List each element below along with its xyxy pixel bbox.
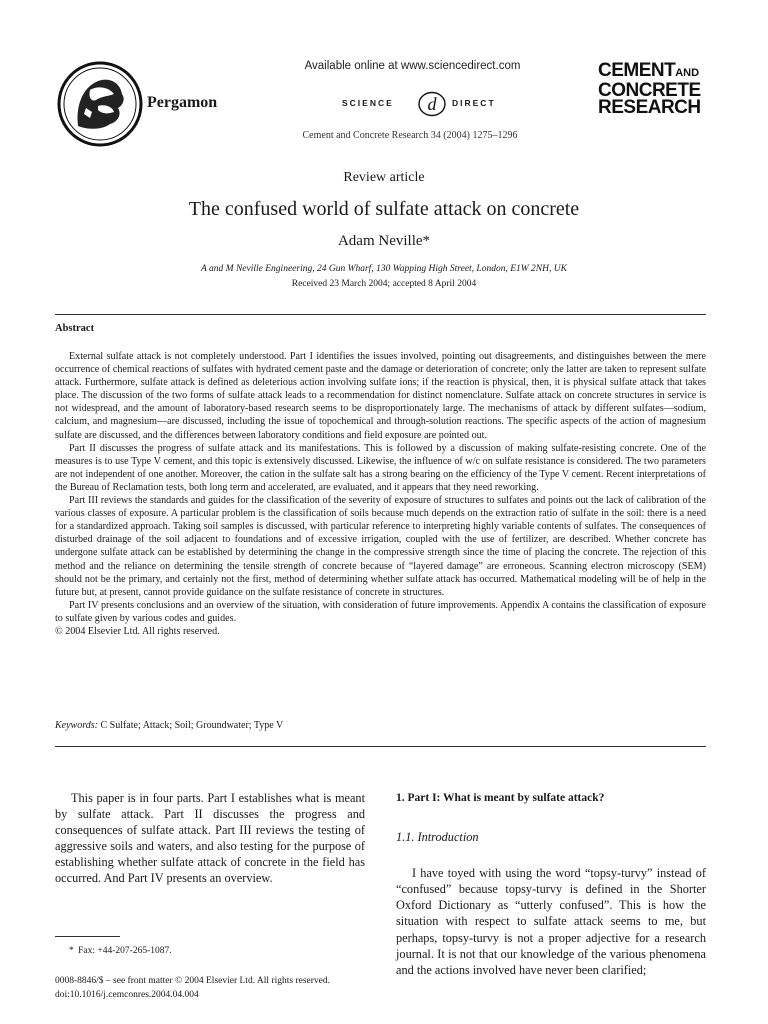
divider-top (55, 314, 706, 315)
front-matter-info (55, 975, 330, 1002)
subsection-heading: 1.1. Introduction (396, 830, 479, 845)
journal-reference: Cement and Concrete Research 34 (2004) 1275–1296 (302, 130, 518, 141)
body-paragraph: I have toyed with using the word “topsy-turvy” instead of “confused” because topsy-turvy is defined in the Shorter Oxford Dictionary as “utterly confused”. This is how the situation with respect to sulfate attack seems to me, but perhaps, topsy-turvy is not a proper adjective for a research journal. It is not that our knowledge of the various phenomena and the actions involved have never been clarified; (396, 866, 706, 977)
issn-line: 0008-8846/$ – see front matter © 2004 Elsevier Ltd. All rights reserved. (55, 976, 331, 986)
available-online-link[interactable]: Available online at www.sciencedirect.com (304, 60, 521, 72)
footnote-rule (55, 936, 120, 937)
footnote-text: Fax: +44-207-265-1087. (78, 946, 172, 956)
keywords-line (55, 720, 283, 731)
article-author: Adam Neville* (337, 233, 431, 249)
abstract-heading: Abstract (55, 323, 95, 334)
journal-logo-word-1: CEMENT (598, 60, 676, 81)
intro-paragraph: This paper is in four parts. Part I establishes what is meant by sulfate attack. Part II discusses the progress and consequences of sulfate attack. Part III reviews the testing of aggressive soils and waters, and also testing for the purpose of establishing whether sulfate attack of concrete in the field has occurred. And Part IV presents an overview. (55, 791, 365, 886)
abstract-paragraph: External sulfate attack is not completely understood. Part I identifies the issues involved, pointing out disagreements, and distinguishes between the mere occurrence of chemical reactions of sulfates with hydrated cement paste and the damage or deterioration of concrete; only the latter are taken to represent sulfate attack. Furthermore, sulfate attack is defined as deleterious action involving sulfate ions; if the reaction is physical, then, it is physical sulfate attack that takes place. The discussion of the two forms of sulfate attack leads to a recommendation for distinct nomenclature. Sulfate attack on concrete structures in service is not widespread, and the amount of laboratory-based research seems to be disproportionately large. The mechanisms of attack by different sulfates—sodium, calcium, and magnesium—are discussed, including the issue of topochemical and through-solution reactions. The specific aspects of the action of magnesium sulfate are discussed, and the differences between laboratory conditions and field exposure are pointed out. (55, 351, 706, 441)
divider-bottom (55, 746, 706, 747)
journal-logo-word-3: CONCRETE (598, 80, 701, 101)
abstract-paragraph: Part IV presents conclusions and an overview of the situation, with consideration of future improvements. Appendix A contains the classification of exposure to sulfate given by various codes and guides. (55, 599, 706, 624)
article-type: Review article (343, 170, 425, 185)
journal-logo (598, 62, 718, 116)
sciencedirect-d-icon (417, 91, 447, 117)
abstract-paragraph: Part II discusses the progress of sulfate attack and its manifestations. This is followed by a discussion of making sulfate-resisting concrete. One of the measures is to use Type V cement, and this topic is extensively discussed. Likewise, the influence of w/c on sulfate resistance is considered. The two parameters are not independent of one another. Moreover, the cation in the sulfate salt has a strong bearing on the efficiency of the Type V cement. Recent interpretations of the Bureau of Reclamation tests, both long term and accelerated, are evaluated, and it appears that they need reworking. (55, 442, 706, 493)
keywords-label: Keywords: (55, 720, 98, 731)
sciencedirect-logo (300, 91, 530, 117)
footnote (55, 946, 172, 956)
abstract-paragraph: Part III reviews the standards and guides for the classification of the severity of exposure of structures to sulfates and points out the lack of calibration of the various classes of exposure. A particular problem is the classification of soils because much depends on the extraction ratio of sulfate in the soil: there is a need for a standardized approach. Taking soil samples is discussed, with particular reference to interpreting highly variable contents of sulfates. The consequences of disturbed drainage of the soil adjacent to foundations and of excessive irrigation, coupled with the use of fertilizer, are described. Whether concrete has undergone sulfate attack can be established by determining the change in the compressive strength since the time of placing the concrete. The rejection of this method and the reliance on determining the tensile strength of concrete because of “layered damage” are erroneous. Scanning electron microscopy (SEM) should not be the primary, and certainly not the first, method of determining whether sulfate attack has occurred. Mathematical modeling will be of help in the future but, at present, cannot provide guidance on the sulfate resistance of concrete in structures. (55, 495, 706, 598)
sd-right-text: DIRECT (452, 98, 496, 108)
section-heading: 1. Part I: What is meant by sulfate attack? (396, 792, 605, 804)
received-dates: Received 23 March 2004; accepted 8 April 2004 (291, 279, 477, 289)
abstract-body (55, 350, 706, 638)
footnote-mark: * (69, 946, 74, 956)
body-left-column (55, 790, 365, 887)
doi-link[interactable]: doi:10.1016/j.cemconres.2004.04.004 (55, 989, 199, 1000)
body-right-column (396, 790, 706, 978)
publisher-name: Pergamon (147, 94, 218, 111)
author-affiliation: A and M Neville Engineering, 24 Gun Wharf, 130 Wapping High Street, London, E1W 2NH, UK (201, 264, 567, 274)
journal-logo-word-4: RESEARCH (598, 97, 701, 118)
sd-mark-text: d (427, 94, 437, 114)
copyright-line: © 2004 Elsevier Ltd. All rights reserved. (55, 625, 220, 637)
journal-logo-word-2: AND (675, 67, 700, 79)
article-title: The confused world of sulfate attack on concrete (188, 198, 580, 220)
elsevier-tree-logo (56, 60, 144, 148)
keywords-list: C Sulfate; Attack; Soil; Groundwater; Type V (100, 720, 284, 731)
sd-left-text: SCIENCE (342, 98, 394, 108)
